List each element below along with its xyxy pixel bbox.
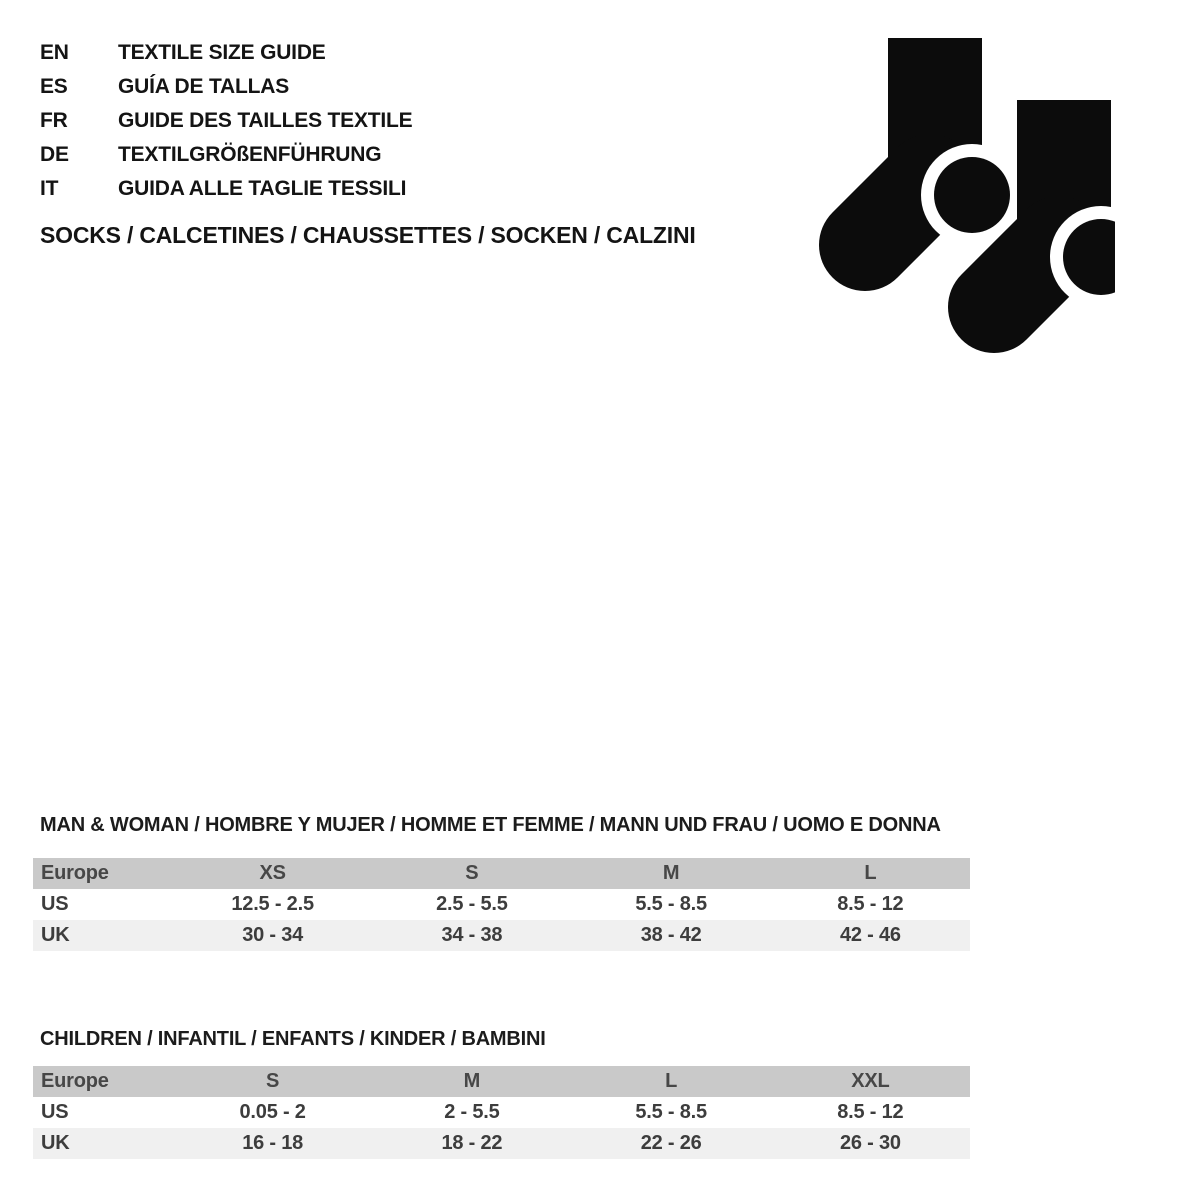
table-row-us (33, 1097, 970, 1128)
size-value: 16 - 18 (242, 1132, 304, 1154)
language-code: ES (40, 75, 68, 98)
language-title: TEXTILGRÖßENFÜHRUNG (118, 143, 382, 166)
language-row-en (40, 36, 412, 70)
children-size-table (33, 1066, 970, 1159)
column-header: M (662, 862, 680, 884)
size-value: 26 - 30 (839, 1132, 901, 1154)
language-row-fr (40, 104, 412, 138)
size-value: 18 - 22 (441, 1132, 503, 1154)
size-value: 8.5 - 12 (837, 1101, 904, 1123)
socks-icon (810, 15, 1115, 360)
table-row-uk (33, 920, 970, 951)
language-code: IT (40, 177, 59, 200)
language-row-de (40, 138, 412, 172)
adult-table-title: MAN & WOMAN / HOMBRE Y MUJER / HOMME ET FEMME / MANN UND FRAU / UOMO E DONNA (40, 814, 941, 836)
language-title: TEXTILE SIZE GUIDE (118, 41, 326, 64)
language-row-it (40, 172, 412, 206)
row-label: UK (41, 924, 70, 946)
language-title: GUIDE DES TAILLES TEXTILE (118, 109, 413, 132)
column-header: Europe (41, 862, 109, 884)
row-label: US (41, 1101, 69, 1123)
column-header: L (665, 1070, 678, 1092)
table-row-uk (33, 1128, 970, 1159)
column-header: L (864, 862, 877, 884)
language-code: DE (40, 143, 69, 166)
size-value: 8.5 - 12 (837, 893, 904, 915)
table-header-row (33, 858, 970, 889)
adult-size-table (33, 858, 970, 951)
language-title: GUÍA DE TALLAS (118, 75, 290, 98)
column-header: S (465, 862, 479, 884)
column-header: Europe (41, 1070, 109, 1092)
language-code: EN (40, 41, 69, 64)
table-row-us (33, 889, 970, 920)
language-code: FR (40, 109, 68, 132)
column-header: XS (259, 862, 286, 884)
size-value: 42 - 46 (839, 924, 901, 946)
size-value: 2 - 5.5 (444, 1101, 500, 1123)
row-label: US (41, 893, 69, 915)
size-value: 5.5 - 8.5 (635, 1101, 707, 1123)
size-value: 5.5 - 8.5 (635, 893, 707, 915)
size-value: 38 - 42 (640, 924, 702, 946)
size-value: 30 - 34 (242, 924, 304, 946)
size-value: 22 - 26 (640, 1132, 702, 1154)
table-header-row (33, 1066, 970, 1097)
column-header: S (266, 1070, 280, 1092)
size-value: 2.5 - 5.5 (436, 893, 508, 915)
category-title: SOCKS / CALCETINES / CHAUSSETTES / SOCKEN / CALZINI (40, 222, 696, 248)
column-header: M (463, 1070, 481, 1092)
language-header (40, 36, 412, 206)
size-value: 34 - 38 (441, 924, 503, 946)
children-table-title: CHILDREN / INFANTIL / ENFANTS / KINDER / BAMBINI (40, 1028, 546, 1050)
size-value: 0.05 - 2 (239, 1101, 306, 1123)
language-title: GUIDA ALLE TAGLIE TESSILI (118, 177, 407, 200)
size-value: 12.5 - 2.5 (231, 893, 314, 915)
column-header: XXL (851, 1070, 890, 1092)
row-label: UK (41, 1132, 70, 1154)
language-row-es (40, 70, 412, 104)
